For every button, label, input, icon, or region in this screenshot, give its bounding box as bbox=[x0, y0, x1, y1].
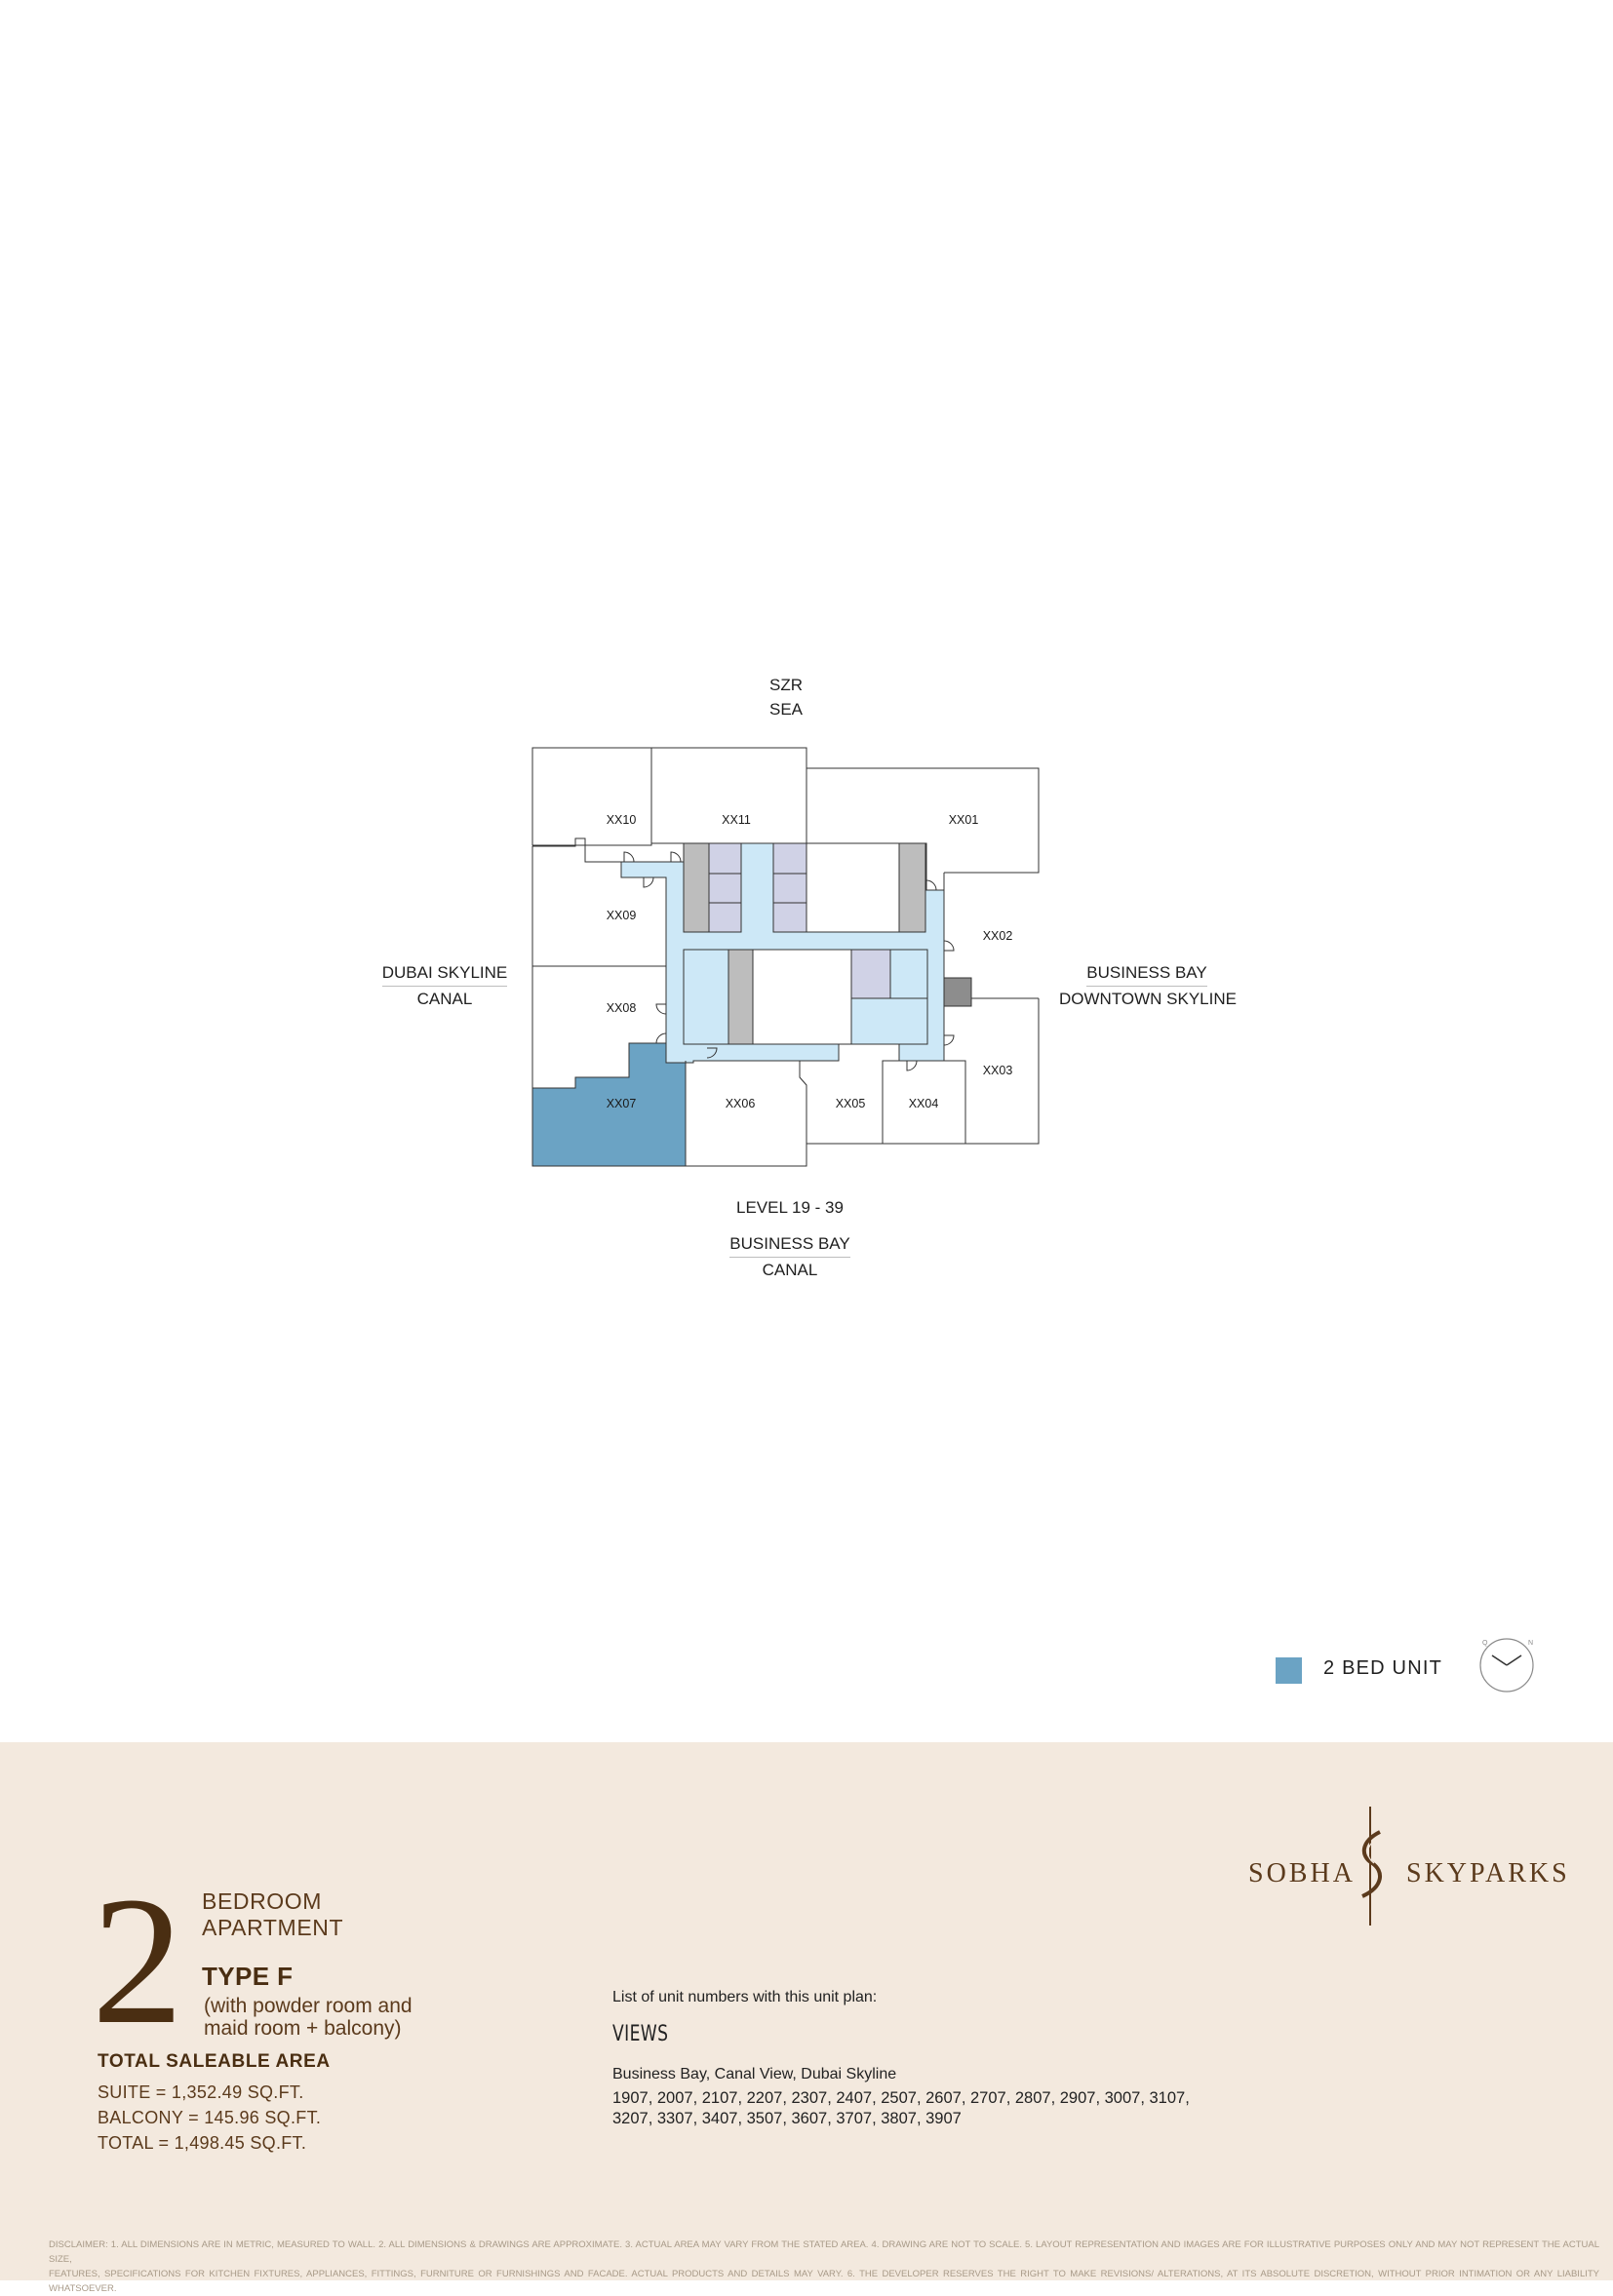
lift-5 bbox=[773, 874, 806, 903]
svg-text:N: N bbox=[1528, 1640, 1534, 1647]
view-right-line1: BUSINESS BAY bbox=[1086, 960, 1206, 987]
unit-label-xx11: XX11 bbox=[722, 813, 751, 827]
disclaimer-line1: DISCLAIMER: 1. ALL DIMENSIONS ARE IN METRIC, MEASURED TO WALL. 2. ALL DIMENSIONS & DRAWINGS ARE APPROXIMATE. 3. ACTUAL AREA MAY VARY FROM THE STATED AREA. 4. DRAWING ARE NOT TO SCALE. 5. LAYOUT REPRESENTATION AND IMAGES ARE FOR ILLUSTRATIVE PURPOSES ONLY AND MAY NOT REPRESENT THE ACTUAL SIZE, bbox=[49, 2239, 1599, 2265]
bedroom-label bbox=[202, 1888, 343, 1941]
brand-right: SKYPARKS bbox=[1406, 1858, 1570, 1888]
disclaimer bbox=[49, 2238, 1599, 2296]
view-bottom-line1: BUSINESS BAY bbox=[729, 1231, 849, 1258]
compass-icon bbox=[1475, 1636, 1539, 1694]
disclaimer-line2: FEATURES, SPECIFICATIONS FOR KITCHEN FIXTURES, APPLIANCES, FITTINGS, FURNITURE OR FURNISHINGS AND FACADE. ACTUAL PRODUCTS AND DETAILS MAY VARY. 6. THE DEVELOPER RESERVES THE RIGHT TO MAKE REVISIONS/ ALTERATIONS, AT ITS ABSOLUTE DISCRETION, WITHOUT PRIOR INTIMATION OR ANY LIABILITY WHATSOEVER. bbox=[49, 2269, 1599, 2294]
shaft-1 bbox=[684, 843, 709, 932]
view-right-line2: DOWNTOWN SKYLINE bbox=[1059, 990, 1237, 1008]
unit-label-xx02: XX02 bbox=[982, 929, 1013, 943]
unit-label-xx05: XX05 bbox=[835, 1097, 866, 1110]
view-label-bottom bbox=[718, 1231, 862, 1282]
unit-label-xx01: XX01 bbox=[948, 813, 979, 827]
area-title: TOTAL SALEABLE AREA bbox=[98, 2051, 331, 2072]
type-desc-line1: (with powder room and bbox=[204, 1995, 413, 2017]
bedroom-line1: BEDROOM bbox=[202, 1888, 323, 1914]
unit-label-xx10: XX10 bbox=[606, 813, 637, 827]
unit-label-xx08: XX08 bbox=[606, 1001, 637, 1015]
level-label: LEVEL 19 - 39 bbox=[736, 1198, 844, 1217]
unit-type: TYPE F bbox=[202, 1962, 294, 1991]
footer-panel bbox=[0, 1742, 1613, 2294]
unit-label-xx03: XX03 bbox=[982, 1064, 1013, 1077]
unit-type-desc bbox=[204, 1995, 413, 2040]
view-top-line2: SEA bbox=[768, 700, 804, 719]
views-names: Business Bay, Canal View, Dubai Skyline bbox=[612, 2066, 897, 2082]
balcony-area: BALCONY = 145.96 SQ.FT. bbox=[98, 2108, 322, 2127]
unit-label-xx04: XX04 bbox=[908, 1097, 939, 1110]
lift-6 bbox=[773, 903, 806, 932]
bedroom-count: 2 bbox=[92, 1858, 183, 2062]
unit-numbers bbox=[612, 2088, 1237, 2129]
core-room-1 bbox=[806, 843, 899, 932]
view-top-line1: SZR bbox=[769, 676, 803, 694]
lift-4 bbox=[773, 843, 806, 874]
legend-swatch bbox=[1276, 1657, 1302, 1684]
unit-label-xx07: XX07 bbox=[606, 1097, 637, 1110]
service-box bbox=[944, 978, 971, 1006]
view-label-top bbox=[751, 673, 821, 721]
view-left-line1: DUBAI SKYLINE bbox=[382, 960, 508, 987]
floor-plan bbox=[527, 741, 1053, 1180]
view-label-right bbox=[1059, 960, 1235, 1011]
bedroom-line2: APARTMENT bbox=[202, 1915, 344, 1940]
view-bottom-line2: CANAL bbox=[762, 1261, 818, 1279]
legend-label: 2 BED UNIT bbox=[1323, 1657, 1443, 1679]
view-left-line2: CANAL bbox=[416, 990, 473, 1008]
view-label-left bbox=[376, 960, 513, 1011]
shaft-2 bbox=[899, 843, 925, 932]
unit-numbers-line2: 3207, 3307, 3407, 3507, 3607, 3707, 3807, 3907 bbox=[612, 2110, 962, 2127]
type-desc-line2: maid room + balcony) bbox=[204, 2017, 402, 2040]
brand-left: SOBHA bbox=[1248, 1858, 1356, 1888]
svg-text:Q: Q bbox=[1482, 1640, 1488, 1647]
unit-label-xx09: XX09 bbox=[606, 909, 637, 922]
lift-3 bbox=[709, 903, 741, 932]
suite-area: SUITE = 1,352.49 SQ.FT. bbox=[98, 2082, 304, 2102]
core-room-2 bbox=[753, 950, 851, 1044]
lift-2 bbox=[709, 874, 741, 903]
unit-label-xx06: XX06 bbox=[725, 1097, 756, 1110]
unit-xx11-shape bbox=[651, 748, 806, 843]
lift-1 bbox=[709, 843, 741, 874]
unit-list-title: List of unit numbers with this unit plan: bbox=[612, 1989, 878, 2005]
lift-7 bbox=[851, 950, 890, 998]
shaft-3 bbox=[728, 950, 753, 1044]
views-heading: VIEWS bbox=[612, 2022, 669, 2046]
unit-numbers-line1: 1907, 2007, 2107, 2207, 2307, 2407, 2507, 2607, 2707, 2807, 2907, 3007, 3107, bbox=[612, 2089, 1190, 2107]
total-area: TOTAL = 1,498.45 SQ.FT. bbox=[98, 2133, 307, 2153]
brand-emblem-icon bbox=[1351, 1803, 1395, 1929]
unit-xx10-shape bbox=[532, 748, 651, 845]
